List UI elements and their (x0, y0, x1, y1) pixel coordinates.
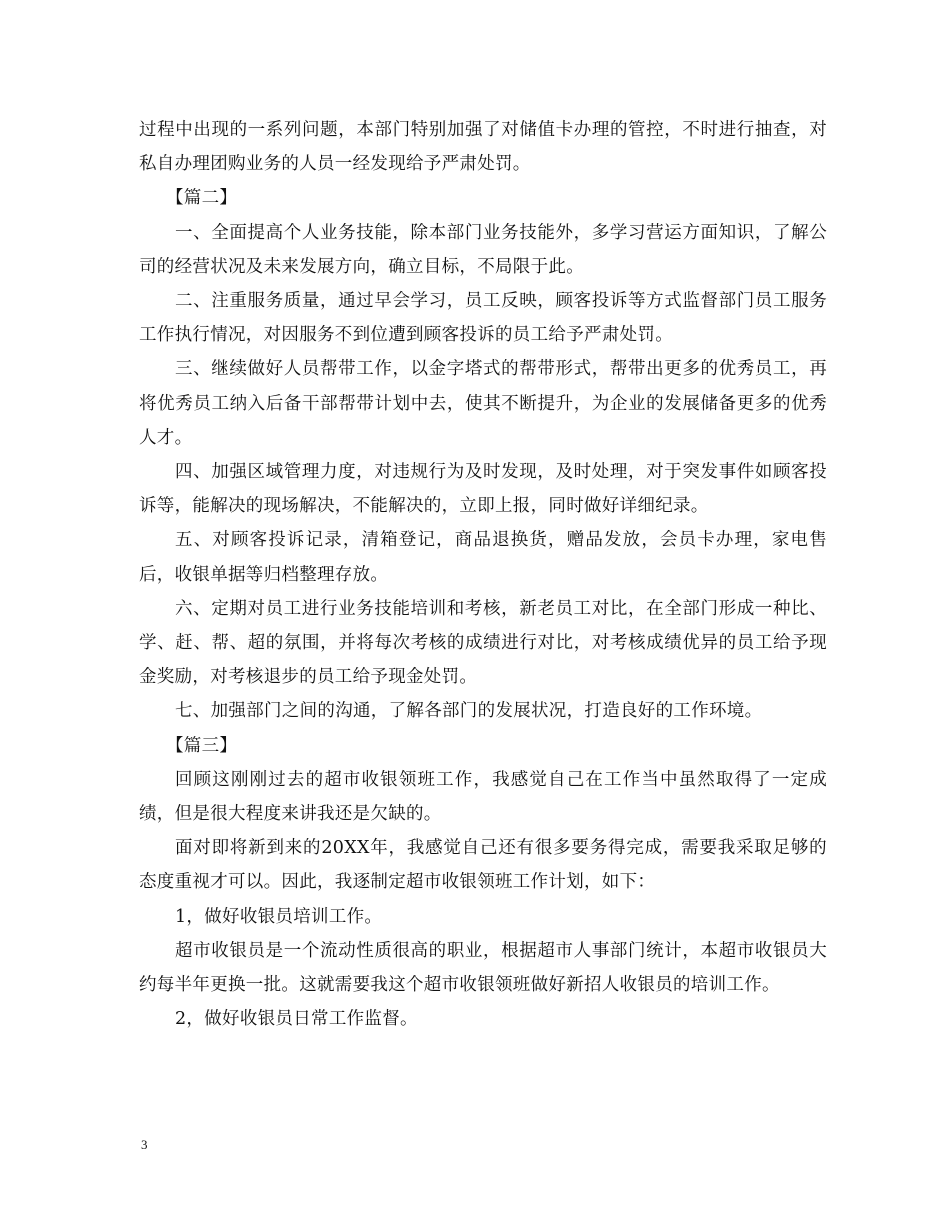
page-number: 3 (141, 1137, 148, 1152)
paragraph-item-6: 六、定期对员工进行业务技能培训和考核，新老员工对比，在全部门形成一种比、学、赶、帮、超的氛围，并将每次考核的成绩进行对比，对考核成绩优异的员工给予现金奖励，对考核退步的员工给予现金处罚。 (139, 598, 827, 688)
paragraph-plan-point-2: 2，做好收银员日常工作监督。 (175, 1009, 418, 1030)
paragraph-plan-point-1: 1，做好收银员培训工作。 (175, 906, 383, 927)
paragraph-training-detail: 超市收银员是一个流动性质很高的职业，根据超市人事部门统计，本超市收银员大约每半年更换一批。这就需要我这个超市收银领班做好新招人收银员的培训工作。 (139, 940, 827, 996)
paragraph-item-7: 七、加强部门之间的沟通，了解各部门的发展状况，打造良好的工作环境。 (175, 701, 763, 722)
paragraph-review: 回顾这刚刚过去的超市收银领班工作，我感觉自己在工作当中虽然取得了一定成绩，但是很大程度来讲我还是欠缺的。 (139, 769, 827, 825)
paragraph-item-1: 一、全面提高个人业务技能，除本部门业务技能外，多学习营运方面知识，了解公司的经营状况及未来发展方向，确立目标，不局限于此。 (139, 222, 827, 277)
paragraph-item-2: 二、注重服务质量，通过早会学习，员工反映，顾客投诉等方式监督部门员工服务工作执行情况，对因服务不到位遭到顾客投诉的员工给予严肃处罚。 (139, 291, 827, 346)
section-heading-part-three: 【篇三】 (166, 735, 238, 756)
paragraph-continuation: 过程中出现的一系列问题，本部门特别加强了对储值卡办理的管控，不时进行抽查，对私自办理团购业务的人员一经发现给予严肃处罚。 (139, 120, 827, 175)
paragraph-item-4: 四、加强区域管理力度，对违规行为及时发现，及时处理，对于突发事件如顾客投诉等，能解决的现场解决，不能解决的，立即上报，同时做好详细纪录。 (139, 462, 827, 517)
document-body (139, 113, 827, 1036)
paragraph-item-3: 三、继续做好人员帮带工作，以金字塔式的帮带形式，帮带出更多的优秀员工，再将优秀员工纳入后备干部帮带计划中去，使其不断提升，为企业的发展储备更多的优秀人才。 (139, 359, 827, 448)
section-heading-part-two: 【篇二】 (166, 188, 238, 209)
paragraph-plan-intro: 面对即将新到来的20XX年，我感觉自己还有很多要务得完成，需要我采取足够的态度重视才可以。因此，我逐制定超市收银领班工作计划，如下： (139, 838, 827, 893)
paragraph-item-5: 五、对顾客投诉记录，清箱登记，商品退换货，赠品发放，会员卡办理，家电售后，收银单据等归档整理存放。 (139, 530, 827, 585)
